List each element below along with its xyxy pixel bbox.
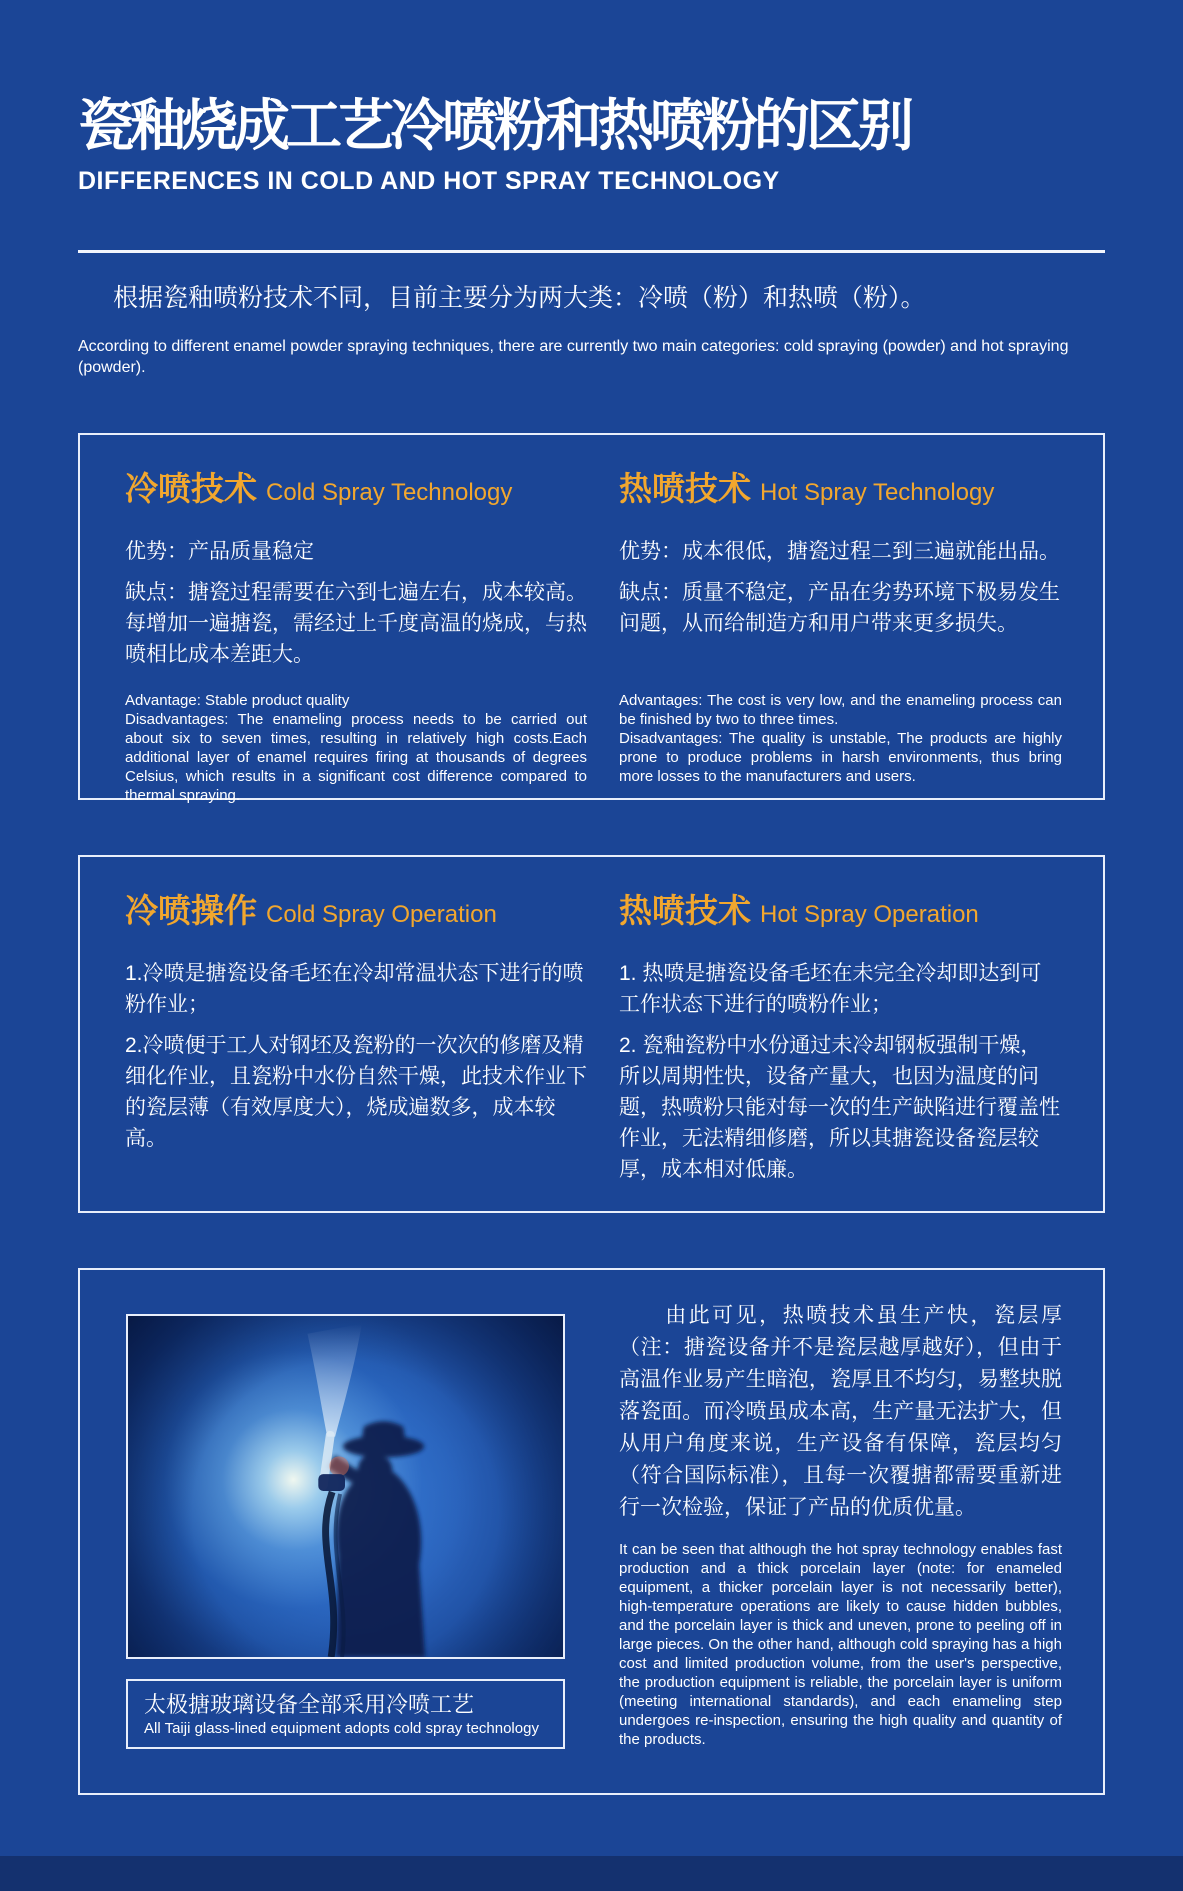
page-title: 瓷釉烧成工艺冷喷粉和热喷粉的区别 — [78, 94, 910, 157]
intro-paragraph-zh: 根据瓷釉喷粉技术不同，目前主要分为两大类：冷喷（粉）和热喷（粉）。 — [113, 284, 926, 312]
conclusion-paragraph-en: It can be seen that although the hot spray technology enables fast production and a thick porcelain layer (note: for enameled equipment, a thicker porcelain layer is not necessarily better), high-temperature operations are likely to cause hidden bubbles, and the porcelain layer is thick and uneven, prone to peeling off in large pieces. On the other hand, although cold spraying has a high cost and limited production volume, from the user's perspective, the production equipment is reliable, the porcelain layer is uniform (meeting international standards), and each enameling step undergoes re-inspection, ensuring the high quality and quantity of the products. — [619, 1541, 1062, 1748]
heading-en: Hot Spray Technology — [760, 479, 995, 506]
heading-zh: 冷喷操作 — [125, 892, 257, 929]
worker-silhouette-illustration — [128, 1316, 563, 1657]
intro-paragraph-en: According to different enamel powder spraying techniques, there are currently two main categories: cold spraying (powder) and hot spraying (powder). — [78, 338, 1069, 376]
cold-spray-technology-column — [125, 469, 587, 804]
hot-spray-en-text — [619, 691, 1062, 786]
photo-caption-box — [126, 1679, 565, 1749]
cold-spray-operation-column — [125, 891, 587, 1164]
operation-panel — [78, 855, 1105, 1213]
footer-bar — [0, 1856, 1183, 1891]
cold-spray-operation-text — [125, 958, 587, 1154]
spray-worker-photo — [126, 1314, 565, 1659]
disadvantage-en: Disadvantages: The enameling process needs to be carried out about six to seven times, resulting in relatively high costs.Each additional layer of enamel requires firing at thousands of degrees Celsius, which results in a significant cost difference compared to thermal spraying. — [125, 711, 587, 804]
operation-point-2: 2.冷喷便于工人对钢坯及瓷粉的一次次的修磨及精细化作业，且瓷粉中水份自然干燥，此技术作业下的瓷层薄（有效厚度大），烧成遍数多，成本较高。 — [125, 1034, 587, 1150]
cold-spray-technology-heading — [125, 469, 587, 514]
conclusion-paragraph-zh: 由此可见，热喷技术虽生产快，瓷层厚（注：搪瓷设备并不是瓷层越厚越好），但由于高温作业易产生暗泡，瓷厚且不均匀，易整块脱落瓷面。而冷喷虽成本高，生产量无法扩大，但从用户角度来说，生产设备有保障，瓷层均匀（符合国际标准），且每一次覆搪都需要重新进行一次检验，保证了产品的优质优量。 — [619, 1304, 1062, 1519]
heading-en: Hot Spray Operation — [760, 901, 979, 928]
operation-point-1: 1. 热喷是搪瓷设备毛坯在未完全冷却即达到可工作状态下进行的喷粉作业； — [619, 962, 1042, 1016]
heading-en: Cold Spray Operation — [266, 901, 497, 928]
advantage-en: Advantages: The cost is very low, and the enameling process can be finished by two to three times. — [619, 692, 1062, 728]
disadvantage-zh: 缺点：质量不稳定，产品在劣势环境下极易发生问题，从而给制造方和用户带来更多损失。 — [619, 581, 1060, 635]
hot-spray-operation-column — [619, 891, 1062, 1195]
heading-zh: 热喷技术 — [619, 892, 751, 929]
cold-spray-zh-text — [125, 536, 587, 670]
advantage-zh: 优势：成本很低，搪瓷过程二到三遍就能出品。 — [619, 540, 1060, 563]
photo-caption-zh: 太极搪玻璃设备全部采用冷喷工艺 — [144, 1692, 475, 1717]
operation-point-1: 1.冷喷是搪瓷设备毛坯在冷却常温状态下进行的喷粉作业； — [125, 962, 584, 1016]
cold-spray-en-text — [125, 691, 587, 805]
heading-en: Cold Spray Technology — [266, 479, 513, 506]
title-divider — [78, 250, 1105, 253]
disadvantage-en: Disadvantages: The quality is unstable, The products are highly prone to produce problems in harsh environments, thus bring more losses to the manufacturers and users. — [619, 730, 1062, 785]
hot-spray-operation-heading — [619, 891, 1062, 936]
advantage-zh: 优势：产品质量稳定 — [125, 540, 314, 563]
conclusion-text-column — [619, 1300, 1062, 1749]
cold-spray-operation-heading — [125, 891, 587, 936]
heading-zh: 冷喷技术 — [125, 470, 257, 507]
photo-caption-en: All Taiji glass-lined equipment adopts cold spray technology — [144, 1720, 539, 1737]
page-subtitle: DIFFERENCES IN COLD AND HOT SPRAY TECHNOLOGY — [78, 167, 780, 195]
hot-spray-operation-text — [619, 958, 1062, 1185]
advantage-en: Advantage: Stable product quality — [125, 692, 350, 709]
hot-spray-zh-text — [619, 536, 1062, 639]
heading-zh: 热喷技术 — [619, 470, 751, 507]
hot-spray-technology-heading — [619, 469, 1062, 514]
disadvantage-zh: 缺点：搪瓷过程需要在六到七遍左右，成本较高。每增加一遍搪瓷，需经过上千度高温的烧成，与热喷相比成本差距大。 — [125, 581, 587, 666]
compare-technology-panel — [78, 433, 1105, 804]
operation-point-2: 2. 瓷釉瓷粉中水份通过未冷却钢板强制干燥，所以周期性快，设备产量大，也因为温度的问题，热喷粉只能对每一次的生产缺陷进行覆盖性作业，无法精细修磨，所以其搪瓷设备瓷层较厚，成本相对低廉。 — [619, 1034, 1060, 1181]
conclusion-panel — [78, 1268, 1105, 1795]
hot-spray-technology-column — [619, 469, 1062, 785]
